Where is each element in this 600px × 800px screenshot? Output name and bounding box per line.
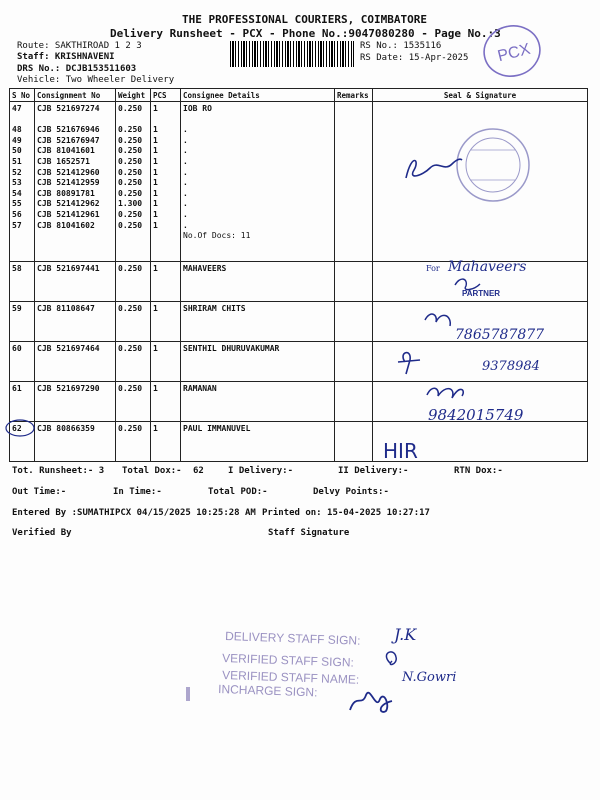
cell-line: 49: [12, 135, 22, 145]
cell-line: [153, 115, 178, 126]
col-consignment: Consignment No: [35, 89, 116, 102]
staff-text: Staff: KRISHNAVENI: [17, 52, 115, 62]
cell-line: 0.250: [118, 178, 143, 188]
table-row: [10, 102, 588, 262]
col-pcs: PCS: [151, 89, 181, 102]
phone-59: 7865787877: [455, 327, 545, 343]
entered-by: Entered By :SUMATHIPCX 04/15/2025 10:25:28 AM: [12, 508, 256, 518]
cell-line: 0.250: [118, 384, 143, 393]
cell-line: .: [183, 199, 188, 209]
cell-line: PAUL IMMANUVEL: [183, 424, 251, 433]
pcx-stamp: [478, 22, 548, 80]
cell-line: 53: [12, 178, 22, 188]
cell-line: IOB RO: [183, 104, 212, 113]
cell-weight: [116, 302, 151, 342]
cell-pcs: [151, 102, 181, 262]
cell-line: CJB 521412961: [37, 209, 100, 219]
cell-consignee: [181, 342, 335, 382]
cell-line: 0.250: [118, 209, 143, 219]
cell-line: CJB 81041602: [37, 220, 95, 230]
cell-line: .: [183, 146, 188, 156]
cell-line: 1.300: [118, 199, 143, 209]
cell-line: 1: [153, 209, 158, 219]
cell-line: SHRIRAM CHITS: [183, 304, 246, 313]
hand-gowri: N.Gowri: [402, 670, 457, 685]
cell-line: 48: [12, 125, 22, 135]
mahaveers-seal: Mahaveers: [448, 259, 527, 275]
hand-verified-sign: [386, 652, 396, 665]
cell-line: CJB 521412960: [37, 167, 100, 177]
cell-line: 1: [153, 264, 158, 273]
printed-on: Printed on: 15-04-2025 10:27:17: [262, 508, 430, 518]
col-weight: Weight: [116, 89, 151, 102]
cell-line: 59: [12, 304, 22, 313]
cell-line: 56: [12, 209, 22, 219]
col-consignee: Consignee Details: [181, 89, 335, 102]
cell-sno: [10, 382, 35, 422]
cell-seal: [373, 342, 588, 382]
cell-line: 0.250: [118, 220, 143, 230]
pcx-stamp-text: PCX: [495, 40, 533, 66]
cell-line: .: [183, 135, 188, 145]
cell-line: .: [183, 188, 188, 198]
vehicle-text: Vehicle: Two Wheeler Delivery: [17, 75, 175, 85]
cell-line: 51: [12, 156, 22, 166]
total-pod: Total POD:-: [208, 487, 268, 497]
cell-remarks: [335, 422, 373, 462]
cell-line: 0.250: [118, 125, 143, 135]
cell-line: [118, 115, 148, 126]
cell-consignee: [181, 302, 335, 342]
cell-line: 0.250: [118, 146, 143, 156]
cell-sno: [10, 262, 35, 302]
table-row: [10, 302, 588, 342]
ii-delivery: II Delivery:-: [338, 466, 409, 476]
cell-consignment: [35, 382, 116, 422]
cell-line: 1: [153, 178, 158, 188]
rs-date: RS Date: 15-Apr-2025: [360, 53, 469, 63]
cell-line: .: [183, 209, 188, 219]
cell-line: 52: [12, 167, 22, 177]
cell-line: CJB 1652571: [37, 156, 90, 166]
rs-number: RS No.: 1535116: [360, 41, 442, 51]
i-delivery: I Delivery:-: [228, 466, 294, 476]
runsheet-table: [9, 88, 588, 462]
cell-consignee: [181, 102, 335, 262]
cell-line: 1: [153, 167, 158, 177]
cell-line: 55: [12, 199, 22, 209]
total-dox-value: 62: [193, 466, 204, 476]
signature-62: HIR: [383, 439, 418, 463]
cell-line: .: [183, 156, 188, 166]
cell-weight: [116, 422, 151, 462]
cell-remarks: [335, 102, 373, 262]
table-row: [10, 422, 588, 462]
cell-line: MAHAVEERS: [183, 264, 227, 273]
for-text: For: [426, 264, 440, 273]
cell-sno: [10, 342, 35, 382]
cell-line: 0.250: [118, 167, 143, 177]
cell-consignment: [35, 422, 116, 462]
cell-line: CJB 521412959: [37, 178, 100, 188]
cell-line: CJB 521697274: [37, 104, 100, 113]
cell-line: 1: [153, 135, 158, 145]
cell-line: 0.250: [118, 104, 143, 113]
cell-remarks: [335, 382, 373, 422]
cell-line: CJB 81108647: [37, 304, 95, 313]
cell-line: 1: [153, 104, 158, 113]
cell-line: 1: [153, 146, 158, 156]
cell-consignee: [181, 262, 335, 302]
cell-line: 50: [12, 146, 22, 156]
staff-signature: Staff Signature: [268, 528, 350, 538]
cell-line: [37, 115, 113, 126]
cell-line: 0.250: [118, 304, 143, 313]
col-remarks: Remarks: [335, 89, 373, 102]
cell-line: 57: [12, 220, 22, 230]
cell-pcs: [151, 262, 181, 302]
cell-sno: [10, 102, 35, 262]
cell-line: .: [183, 220, 188, 230]
drs-number: DRS No.: DCJB153511603: [17, 64, 137, 74]
cell-remarks: [335, 262, 373, 302]
cell-consignment: [35, 262, 116, 302]
stamp-line-verified-sign: VERIFIED STAFF SIGN:: [221, 651, 355, 670]
cell-seal: [373, 262, 588, 302]
cell-line: 54: [12, 188, 22, 198]
cell-line: 1: [153, 384, 158, 393]
cell-line: 47: [12, 104, 22, 113]
cell-line: 0.250: [118, 424, 143, 433]
cell-pcs: [151, 422, 181, 462]
cell-line: 58: [12, 264, 22, 273]
stamp-line-delivery: DELIVERY STAFF SIGN:: [224, 629, 361, 648]
cell-line: .: [183, 178, 188, 188]
cell-line: CJB 521676947: [37, 135, 100, 145]
cell-line: 1: [153, 424, 158, 433]
cell-weight: [116, 382, 151, 422]
tot-runsheet: Tot. Runsheet:- 3: [12, 466, 105, 476]
cell-line: CJB 80866359: [37, 424, 95, 433]
out-time: Out Time:-: [12, 487, 67, 497]
cell-pcs: [151, 302, 181, 342]
cell-weight: [116, 262, 151, 302]
cell-line: CJB 80891781: [37, 188, 95, 198]
cell-line: .: [183, 167, 188, 177]
cell-line: CJB 521676946: [37, 125, 100, 135]
cell-pcs: [151, 382, 181, 422]
cell-line: 1: [153, 125, 158, 135]
phone-61: 9842015749: [428, 406, 524, 424]
runsheet-subtitle: Delivery Runsheet - PCX - Phone No.:9047080280 - Page No.:3: [110, 27, 501, 40]
route-text: Route: SAKTHIROAD 1 2 3: [17, 41, 142, 51]
cell-line: SENTHIL DHURUVAKUMAR: [183, 344, 280, 353]
cell-sno: [10, 302, 35, 342]
phone-60: 9378984: [482, 359, 540, 374]
cell-line: RAMANAN: [183, 384, 217, 393]
delvy-points: Delvy Points:-: [313, 487, 389, 497]
cell-line: 1: [153, 304, 158, 313]
table-row: [10, 382, 588, 422]
table-header-row: [10, 89, 588, 102]
cell-line: CJB 521697464: [37, 344, 100, 353]
rtn-dox: RTN Dox:-: [454, 466, 503, 476]
cell-line: .: [183, 125, 188, 135]
cell-line: 0.250: [118, 344, 143, 353]
cell-consignment: [35, 342, 116, 382]
cell-line: 1: [153, 344, 158, 353]
cell-line: CJB 521697441: [37, 264, 100, 273]
barcode: [230, 41, 354, 67]
cell-line: 1: [153, 220, 158, 230]
col-sno: S No: [10, 89, 35, 102]
hand-jk: J.K: [394, 625, 417, 644]
cell-line: 60: [12, 344, 22, 353]
docs-count-note: No.Of Docs: 11: [183, 231, 251, 241]
cell-consignment: [35, 302, 116, 342]
table-row: [10, 262, 588, 302]
total-dox-label: Total Dox:-: [122, 466, 182, 476]
cell-line: 0.250: [118, 156, 143, 166]
cell-line: CJB 521697290: [37, 384, 100, 393]
hand-incharge: [350, 693, 392, 712]
stamp-line-incharge: INCHARGE SIGN:: [217, 682, 318, 700]
table-row: [10, 342, 588, 382]
cell-weight: [116, 342, 151, 382]
company-name: THE PROFESSIONAL COURIERS, COIMBATORE: [182, 13, 428, 26]
staff-rubber-stamp: [180, 615, 500, 725]
cell-seal: [373, 382, 588, 422]
cell-line: 1: [153, 199, 158, 209]
cell-seal: [373, 422, 588, 462]
cell-sno: [10, 422, 35, 462]
cell-weight: [116, 102, 151, 262]
cell-line: 1: [153, 188, 158, 198]
cell-consignee: [181, 382, 335, 422]
cell-line: 1: [153, 156, 158, 166]
cell-line: CJB 521412962: [37, 199, 100, 209]
cell-seal: [373, 302, 588, 342]
cell-seal: [373, 102, 588, 262]
cell-line: 0.250: [118, 135, 143, 145]
cell-remarks: [335, 342, 373, 382]
cell-remarks: [335, 302, 373, 342]
cell-line: 62: [12, 424, 22, 433]
stamp-line-verified-name: VERIFIED STAFF NAME:: [221, 668, 360, 687]
cell-line: 0.250: [118, 264, 143, 273]
verified-by: Verified By: [12, 528, 72, 538]
cell-line: [12, 115, 32, 126]
col-seal: Seal & Signature: [373, 89, 588, 102]
in-time: In Time:-: [113, 487, 162, 497]
cell-consignment: [35, 102, 116, 262]
cell-pcs: [151, 342, 181, 382]
cell-consignee: [181, 422, 335, 462]
cell-line: CJB 81041601: [37, 146, 95, 156]
cell-line: 61: [12, 384, 22, 393]
partner-text: PARTNER: [462, 289, 501, 298]
cell-line: 0.250: [118, 188, 143, 198]
cell-line: [183, 115, 332, 126]
